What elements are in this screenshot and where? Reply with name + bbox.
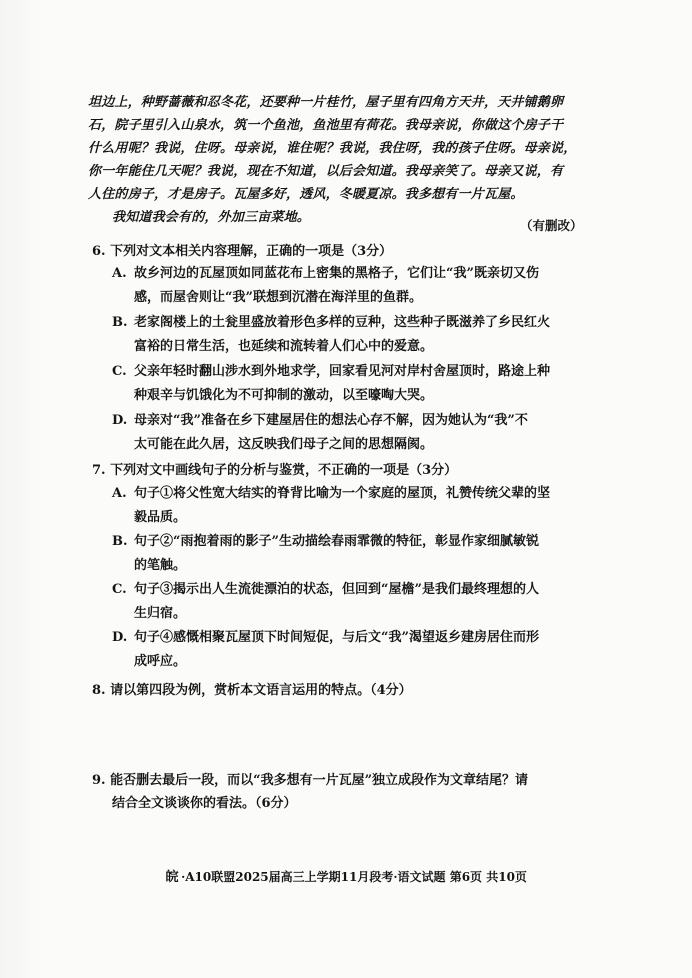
passage-line: 坦边上，种野蔷薇和忍冬花，还要种一片桂竹，屋子里有四角方天井，天井铺鹅卵 xyxy=(88,95,564,110)
question-7-option-a xyxy=(112,482,582,530)
question-8-stem: 8. 请以第四段为例，赏析本文语言运用的特点。（4分） xyxy=(92,683,412,698)
passage-line: 人住的房子，才是房子。瓦屋多好，透风，冬暖夏凉。我多想有一片瓦屋。 xyxy=(88,187,524,202)
option-text: 生归宿。 xyxy=(134,606,187,621)
option-letter: D. xyxy=(112,630,128,645)
exam-logo-mark: 皖 xyxy=(165,870,179,885)
option-letter: D. xyxy=(112,413,128,428)
question-6-option-a xyxy=(112,262,582,310)
question-9-stem: 结合全文谈谈你的看法。（6分） xyxy=(112,796,297,811)
question-9-stem: 9. 能否删去最后一段，而以“我多想有一片瓦屋”独立成段作为文章结尾？请 xyxy=(92,773,529,788)
option-text: 成呼应。 xyxy=(134,654,187,669)
option-letter: B. xyxy=(112,534,128,549)
option-text: 的笔触。 xyxy=(134,558,187,573)
passage-line: 石，院子里引入山泉水，筑一个鱼池，鱼池里有荷花。我母亲说，你做这个房子干 xyxy=(88,118,564,133)
option-text: 太可能在此久居，这反映我们母子之间的思想隔阂。 xyxy=(134,437,434,452)
question-6-option-c xyxy=(112,360,582,408)
option-letter: B. xyxy=(112,315,128,330)
option-text: 句子④感慨相聚瓦屋顶下时间短促，与后文“我”渴望返乡建房居住而形 xyxy=(134,630,539,645)
page-footer xyxy=(0,866,692,885)
passage-line: 什么用呢？我说，住呀。母亲说，谁住呢？我说，我住呀，我的孩子住呀。母亲说， xyxy=(88,141,577,156)
question-7-option-d xyxy=(112,626,582,674)
option-letter: C. xyxy=(112,582,127,597)
option-text: 句子③揭示出人生流徙漂泊的状态，但回到“屋檐”是我们最终理想的人 xyxy=(134,582,539,597)
option-text: 富裕的日常生活，也延续和流转着人们心中的爱意。 xyxy=(134,339,434,354)
option-text: 句子①将父性宽大结实的脊背比喻为一个家庭的屋顶，礼赞传统父辈的坚 xyxy=(134,486,551,501)
option-letter: A. xyxy=(112,266,127,281)
question-6-option-b xyxy=(112,311,582,359)
option-text: 母亲对“我”准备在乡下建屋居住的想法心存不解，因为她认为“我”不 xyxy=(134,413,528,428)
footer-text: ·A10联盟2025届高三上学期11月段考·语文试题 第6页 共10页 xyxy=(181,870,527,884)
option-text: 句子②“雨抱着雨的影子”生动描绘春雨霏微的特征，彰显作家细腻敏锐 xyxy=(134,534,539,549)
option-text: 种艰辛与饥饿化为不可抑制的激动，以至嚎啕大哭。 xyxy=(134,388,434,403)
option-text: 毅品质。 xyxy=(134,510,187,525)
option-letter: A. xyxy=(112,486,127,501)
option-text: 父亲年轻时翻山涉水到外地求学，回家看见河对岸村舍屋顶时，路途上种 xyxy=(134,364,551,379)
question-7-option-b xyxy=(112,530,582,578)
question-7-stem: 7. 下列对文中画线句子的分析与鉴赏，不正确的一项是（3分） xyxy=(92,463,458,478)
question-7-option-c xyxy=(112,578,582,626)
question-6-option-d xyxy=(112,409,582,457)
option-text: 故乡河边的瓦屋顶如同蓝花布上密集的黑格子，它们让“我”既亲切又伤 xyxy=(134,266,539,281)
question-6-stem: 6. 下列对文本相关内容理解，正确的一项是（3分） xyxy=(92,244,393,259)
option-letter: C. xyxy=(112,364,127,379)
option-text: 感，而屋舍则让“我”联想到沉潜在海洋里的鱼群。 xyxy=(134,290,422,305)
passage-line: 你一年能住几天呢？我说，现在不知道，以后会知道。我母亲笑了。母亲又说，有 xyxy=(88,164,564,179)
source-note: （有删改） xyxy=(520,218,583,233)
option-text: 老家阁楼上的土瓮里盛放着形色多样的豆种，这些种子既滋养了乡民红火 xyxy=(134,315,551,330)
passage-line: 我知道我会有的，外加三亩菜地。 xyxy=(112,210,311,225)
